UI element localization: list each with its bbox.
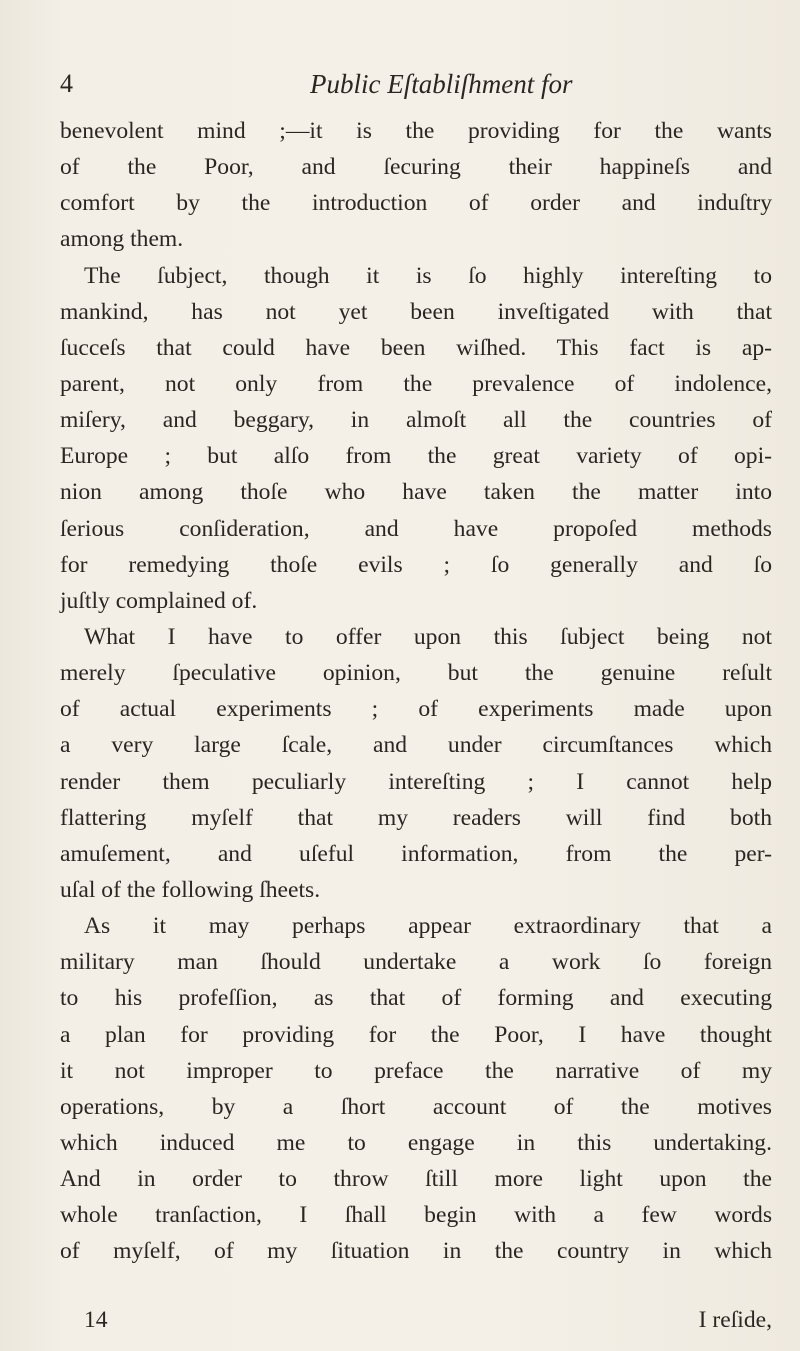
text-line: parent, not only from the prevalence of indolence,	[60, 370, 772, 397]
text-line: a plan for providing for the Poor, I have thought	[60, 1021, 772, 1048]
text-line: military man ſhould undertake a work ſo foreign	[60, 949, 772, 976]
text-line: benevolent mind ;—it is the providing for the wants	[60, 118, 772, 144]
text-line: comfort by the introduction of order and induſtry	[60, 190, 772, 217]
text-line: which induced me to engage in this undertaking.	[60, 1129, 772, 1156]
catchword: I reſide,	[698, 1307, 772, 1333]
text-line: of the Poor, and ſecuring their happineſs and	[60, 154, 772, 181]
text-line: uſal of the following ſheets.	[60, 876, 321, 903]
text-line: The ſubject, though it is ſo highly intereſting to	[84, 262, 772, 289]
text-line: As it may perhaps appear extraordinary that a	[84, 913, 772, 940]
running-title: Public Eſtabliſhment for	[310, 69, 573, 99]
text-line: nion among thoſe who have taken the matter into	[60, 479, 772, 506]
text-line: What I have to offer upon this ſubject being not	[84, 623, 772, 650]
text-line: merely ſpeculative opinion, but the genuine reſult	[60, 660, 772, 687]
text-line: of actual experiments ; of experiments made upon	[60, 696, 772, 723]
text-line: operations, by a ſhort account of the motives	[60, 1093, 772, 1120]
text-line: Europe ; but alſo from the great variety of opi-	[60, 443, 772, 470]
text-line: ſucceſs that could have been wiſhed. This fact is ap-	[60, 334, 772, 361]
text-line: among them.	[60, 226, 184, 253]
text-line: miſery, and beggary, in almoſt all the countries of	[60, 407, 772, 434]
text-line: flattering myſelf that my readers will find both	[60, 804, 772, 831]
text-line: And in order to throw ſtill more light upon the	[60, 1166, 772, 1193]
body-text	[60, 113, 780, 1270]
text-line: it not improper to preface the narrative of my	[60, 1057, 772, 1084]
text-line: of myſelf, of my ſituation in the country in which	[60, 1238, 772, 1265]
text-line: render them peculiarly intereſting ; I cannot help	[60, 768, 772, 795]
running-head	[60, 66, 700, 102]
text-line: a very large ſcale, and under circumſtances which	[60, 732, 772, 759]
text-line: to his profeſſion, as that of forming and executing	[60, 985, 772, 1012]
text-line: for remedying thoſe evils ; ſo generally and ſo	[60, 551, 772, 578]
page-number: 4	[60, 69, 73, 98]
text-line: ſerious conſideration, and have propoſed methods	[60, 515, 772, 542]
text-line: mankind, has not yet been inveſtigated with that	[60, 298, 772, 325]
signature-mark: 14	[84, 1307, 108, 1333]
text-line: amuſement, and uſeful information, from the per-	[60, 840, 772, 867]
text-line: juſtly complained of.	[60, 587, 258, 614]
page-footer	[60, 1302, 772, 1338]
text-line: whole tranſaction, I ſhall begin with a few words	[60, 1202, 772, 1229]
